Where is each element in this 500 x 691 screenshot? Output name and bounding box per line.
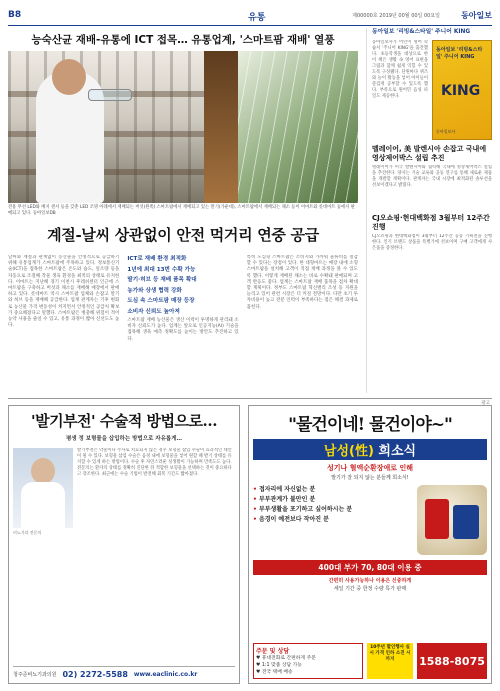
right-text-1: 동아일보사가 어린이 영어 학습서 '주니어 KING'을 출간했다. 초등학생을 대상으로 한 이 책은 생활 속 영어 표현을 그림과 함께 쉽게 익힐 수 있도록 구성됐다. 단원마다 퀴즈와 놀이 활동을 넣어 아이들이 즐겁게 공부할 수 있도록 했다. 부록으로 원어민 음성 파일도 제공한다.	[372, 40, 428, 99]
ad-label: 광고	[481, 401, 490, 406]
product-package-image	[417, 485, 487, 555]
benefit-item: • 접자리에 자신없는 분	[253, 485, 413, 495]
doctor-photo	[13, 448, 73, 528]
benefit-list	[253, 485, 413, 555]
product-ad-sub2: 발기가 잘 되지 않는 분들께 희소식!	[331, 475, 409, 481]
product-note: 간편히 사용가능하나 이용은 신중하게	[328, 578, 412, 584]
book-title: 동아일보 '리빙&스타일' 주니어 KING	[436, 47, 483, 60]
strawberry-photo	[204, 51, 238, 203]
issue-date: 제00000호 2019년 00월 00일 00요일	[352, 13, 440, 19]
newspaper-logo: 동아일보	[461, 10, 492, 20]
ad-section	[8, 398, 492, 683]
product-ad-sub: 성기나 혈액순환장애로 인해	[326, 464, 414, 472]
benefit-item: • 음경이 예전보다 작아진 분	[253, 515, 413, 525]
main-article	[8, 28, 358, 393]
right-text-3: CJ오쇼핑과 현대백화점이 3월부터 12주간 공동 기획전을 진행한다. 인기 브랜드 상품을 특별가에 선보이며 구매 고객에게 사은품을 증정한다.	[372, 234, 492, 251]
clinic-url[interactable]: www.eaclinic.co.kr	[133, 671, 198, 678]
book-publisher: 동아일보사	[436, 129, 456, 134]
photo-caption: 전용 무선 LED와 배지 센서 등을 갖춘 LED 조명 아래에서 재배되는 버섯(왼쪽) 스마트팜에서 재배되고 있는 딸기(가운데), 스마트팜에서 재배되는 채소 등이 이마트와 롯데마트 등에서 판매되고 있다. 동아일보DB	[8, 205, 355, 216]
order-line: ♥ 1:1 맞춤 상담 가능	[256, 663, 302, 668]
sidebar-head-1: ICT로 재배 환경 최적화	[127, 256, 187, 262]
right-text-2: 멜레이어가 미국 발렌시아와 협력해 국내에 영상제어박스 설립을 추진한다. 양사는 기술 교류와 공동 연구를 통해 새로운 제품을 개발할 계획이다. 관계자는 국내 시장에 최적화된 솔루션을 선보이겠다고 밝혔다.	[372, 165, 492, 188]
page-header	[8, 8, 492, 26]
title-part-a: 남성(性)	[323, 444, 374, 459]
clinic-phone[interactable]: 02) 2272-5588	[62, 670, 128, 679]
article-photo	[8, 51, 358, 203]
doctor-caption: 비뇨기과 전문의	[13, 530, 42, 535]
order-line: ♥ 휴대전화로 간편하게 주문	[256, 656, 316, 661]
clinic-ad-footer	[13, 666, 235, 679]
sidebar-head-2: 1년에 최대 13번 수확 가능	[127, 266, 196, 273]
page-number: B8	[8, 10, 22, 20]
article-kicker: 능숙산균 재배-유통에 ICT 접목… 유통업계, '스마트팜 재배' 열풍	[31, 34, 335, 46]
sidebar-head-4: 농가와 상생 협력 강화	[127, 287, 182, 294]
order-box	[253, 643, 363, 679]
greenhouse-photo	[238, 51, 358, 203]
book-king: KING	[441, 83, 481, 99]
product-ad[interactable]	[248, 405, 492, 684]
article-column-2: 특히 도심형 스마트팜은 소비지와 가까워 물류비를 절감할 수 있다는 장점이 있다. 한 대형마트는 매장 내에 소형 스마트팜을 설치해 고객이 직접 재배 과정을 볼 수 있도록 했다. 이렇게 재배된 채소는 바로 수확돼 판매되며 고객 반응도 좋다. 업계는 스마트팜 재배 품목을 점차 확대할 계획이다. 정부도 스마트팜 혁신밸리 조성 등 지원을 늘리고 있어 관련 시장은 더 커질 전망이다. 다만 초기 투자비용이 높고 전문 인력이 부족하다는 점은 해결 과제로 꼽힌다.	[246, 255, 358, 310]
clinic-ad[interactable]	[8, 405, 240, 684]
product-note-2: 세일 기간 중 한정 수량 특가 판매	[333, 586, 407, 592]
article-column-1: 날씨와 계절과 관계없이 농산물을 안정적으로 공급하기 위해 유통업계가 스마트팜에 주목하고 있다. 정보통신기술(ICT)을 접목한 스마트팜은 온도와 습도, 일조량 등을 자동으로 조절해 작물 생육 환경을 최적의 상태로 유지한다. 이마트는 지난해 경기 이천시 후레쉬센터 인근에 스마트팜을 구축하고 버섯과 채소를 재배해 매장에서 판매하고 있다. 롯데마트 역시 스마트팜 업체와 손잡고 딸기와 허브 등을 재배해 공급한다. 업계 관계자는 기후 변화로 농산물 가격 변동성이 커지면서 안정적인 공급처 확보가 중요해졌다고 말했다. 스마트팜은 병충해 위험이 적어 농약 사용을 줄일 수 있고, 유통 과정이 짧아 신선도도 높다.	[8, 255, 120, 329]
clinic-ad-headline: '발기부전' 수술적 방법으로…	[30, 412, 218, 430]
main-headline: 계절-날씨 상관없이 안전 먹거리 연중 공급	[47, 226, 319, 244]
benefit-item: • 부부관계가 불만인 분	[253, 495, 413, 505]
clinic-ad-text: 발기부전은 약물이나 주사로 치료되지 않는 경우 보형물 삽입 수술이 효과적인 대안이 될 수 있다. 보형물 삽입 수술은 음경 내에 보형물을 넣어 원할 때 발기 상태를 유지할 수 있게 하는 방법이다. 수술 후 자연스러운 성생활이 가능하며 만족도도 높다. 전문의는 환자의 상태를 정확히 진단한 뒤 적합한 보형물을 선택하는 것이 중요하다고 강조한다. 최근에는 수술 기법이 발전해 회복 기간도 짧아졌다.	[77, 448, 232, 477]
section-name: 유통	[248, 13, 266, 23]
sidebar-head-5: 도심 속 스마트팜 매장 등장	[127, 298, 195, 304]
order-line: ♥ 전국 택배 배송	[256, 670, 293, 675]
sidebar-head-3: 딸기·허브 등 재배 품목 확대	[127, 277, 197, 283]
order-phone[interactable]: 1588-8075	[417, 643, 487, 679]
right-title-1: 동아일보 '리빙&스타일' 주니어 KING	[372, 29, 471, 35]
right-title-3: CJ오쇼핑·현대백화점 3월부터 12주간 진행	[372, 214, 490, 231]
clinic-ad-subhead: 평생 정 보형물을 삽입하는 방법으로 자유롭게…	[65, 436, 183, 442]
sidebar-text: 스마트팜 재배 농산물은 생산 이력이 투명하게 관리돼 소비자 신뢰도가 높다. 업계는 앞으로 인공지능(AI) 기술을 접목해 생육 예측 정확도를 높이는 방안도 추진하고 있다.	[127, 318, 239, 342]
right-column	[366, 28, 492, 393]
clinic-name: 청주준비뇨기과의원	[13, 672, 57, 678]
product-ad-headline: "물건이네! 물건이야~"	[288, 415, 452, 435]
sidebar-head-6: 소비자 신뢰도 높아져	[127, 308, 180, 315]
book-cover	[432, 40, 492, 140]
benefit-item: • 부부생활을 포기하고 싶어하시는 분	[253, 505, 413, 515]
product-ad-title	[253, 439, 487, 460]
order-head: 주문 및 상담	[256, 648, 290, 655]
discount-coupon: 10주년 할인행사 실시 가격 인하 소진 시까지	[367, 643, 413, 679]
product-price-banner: 400대 부가 70, 80대 이용 중	[253, 560, 487, 575]
right-title-2: 멜레이어, 美 발렌시아 손잡고 국내에 영상제어박스 설립 추진	[372, 145, 487, 162]
title-part-b: 희소식	[378, 444, 417, 459]
article-sidebar	[127, 255, 238, 417]
